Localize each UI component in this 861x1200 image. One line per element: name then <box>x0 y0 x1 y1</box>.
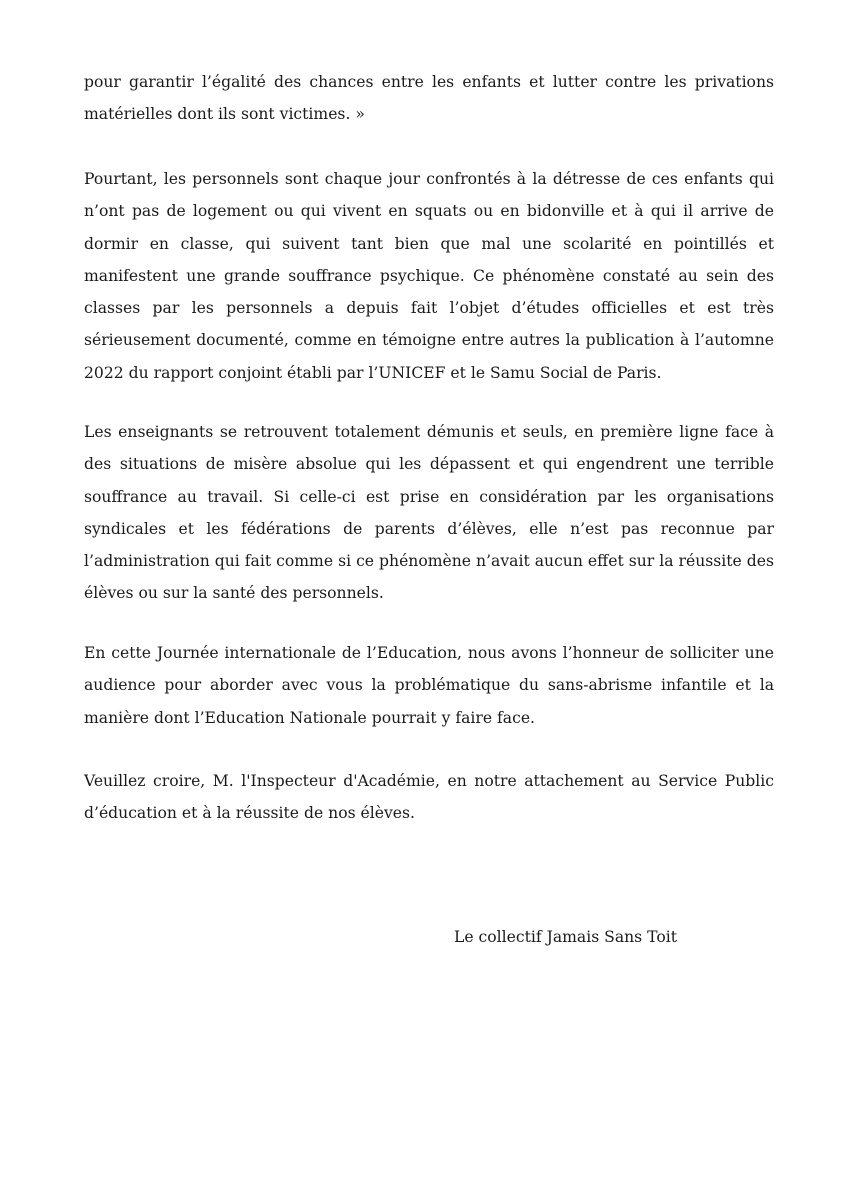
paragraph-personnel-distress: Pourtant, les personnels sont chaque jour confrontés à la détresse de ces enfants qui n’ont pas de logement ou qui vivent en squats ou en bidonville et à qui il arrive de dormir en classe, qui suivent tant bien que mal une scolarité en pointillés et manifestent une grande souffrance psychique. Ce phénomène constaté au sein des classes par les personnels a depuis fait l’objet d’études officielles et est très sérieusement documenté, comme en témoigne entre autres la publication à l’automne 2022 du rapport conjoint établi par l’UNICEF et le Samu Social de Paris. <box>84 170 774 382</box>
paragraph-audience-request: En cette Journée internationale de l’Education, nous avons l’honneur de solliciter une audience pour aborder avec vous la problématique du sans-abrisme infantile et la manière dont l’Education Nationale pourrait y faire face. <box>84 644 774 727</box>
signature: Le collectif Jamais Sans Toit <box>454 928 677 946</box>
paragraph-continuation: pour garantir l’égalité des chances entre les enfants et lutter contre les privations matérielles dont ils sont victimes. » <box>84 73 774 124</box>
paragraph-teachers-helpless: Les enseignants se retrouvent totalement démunis et seuls, en première ligne face à des situations de misère absolue qui les dépassent et qui engendrent une terrible souffrance au travail. Si celle-ci est prise en considération par les organisations syndicales et les fédérations de parents d’élèves, elle n’est pas reconnue par l’administration qui fait comme si ce phénomène n’avait aucun effet sur la réussite des élèves ou sur la santé des personnels. <box>84 423 774 603</box>
paragraph-closing-formula: Veuillez croire, M. l'Inspecteur d'Académie, en notre attachement au Service Public d’éducation et à la réussite de nos élèves. <box>84 772 774 823</box>
